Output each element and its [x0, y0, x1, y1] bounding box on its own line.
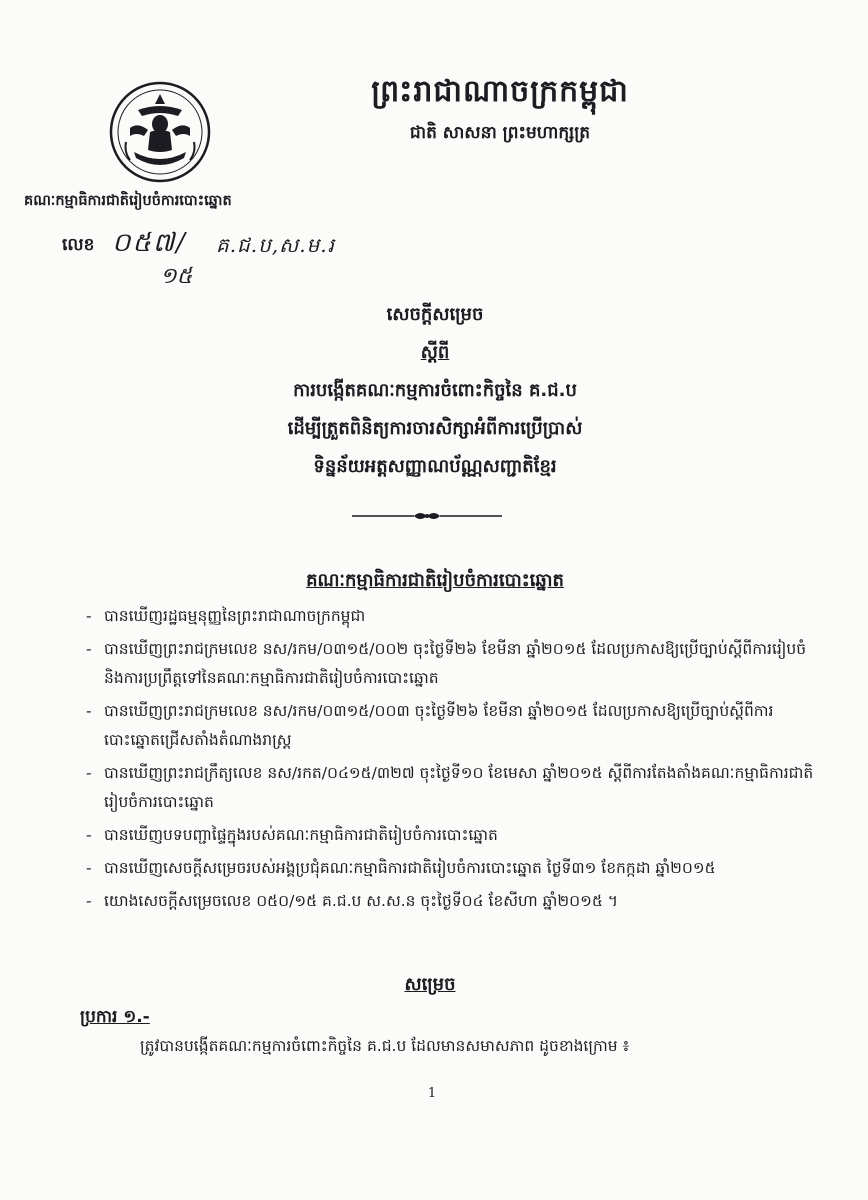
reference-year: ១៥: [160, 264, 193, 289]
list-item-text: បានឃើញព្រះរាជក្រមលេខ នស/រកម/០៣១៥/០០៣ ចុះថ្ងៃទី២៦ ខែមីនា ឆ្នាំ២០១៥ ដែលប្រកាសឱ្យប្រើច្បាប់ស្តីពីការបោះឆ្នោតជ្រើសតាំងតំណាងរាស្ត្រ: [104, 702, 774, 749]
section-heading: គណៈកម្មាធិការជាតិរៀបចំការបោះឆ្នោត: [306, 570, 564, 591]
list-item: [86, 854, 826, 883]
bullet-dash: -: [86, 702, 92, 720]
decision-heading: សម្រេច: [404, 974, 456, 995]
article-text: ត្រូវបានបង្កើតគណៈកម្មការចំពោះកិច្ចនៃ គ.ជ.ប ដែលមានសមាសភាព ដូចខាងក្រោម ៖: [140, 1037, 630, 1055]
list-item-text: បានឃើញសេចក្តីសម្រេចរបស់អង្គប្រជុំគណៈកម្មាធិការជាតិរៀបចំការបោះឆ្នោត ថ្ងៃទី៣១ ខែកក្កដា ឆ្នាំ២០១៥: [104, 859, 716, 877]
kingdom-title: ព្រះរាជាណាចក្រកម្ពុជា: [371, 74, 629, 109]
bullet-dash: -: [86, 826, 92, 844]
bullet-dash: -: [86, 607, 92, 625]
bullet-dash: -: [86, 892, 92, 910]
national-motto: ជាតិ សាសនា ព្រះមហាក្សត្រ: [409, 123, 591, 143]
title-line: ដើម្បីត្រួតពិនិត្យការចារសិក្សាអំពីការប្រើប្រាស់: [287, 418, 583, 439]
committee-emblem-icon: [108, 80, 212, 184]
list-item: [86, 821, 826, 850]
list-item: [86, 697, 826, 755]
title-line: ស្តីពី: [420, 342, 450, 363]
article-label: ប្រការ ១.-: [80, 1007, 150, 1027]
bullet-dash: -: [86, 859, 92, 877]
title-line: ការបង្កើតគណៈកម្មការចំពោះកិច្ចនៃ គ.ជ.ប: [293, 380, 577, 401]
considerations-list: [86, 602, 826, 920]
bullet-dash: -: [86, 640, 92, 658]
reference-organization: គ.ជ.ប,ស.ម.រ: [216, 233, 335, 257]
list-item: [86, 635, 826, 693]
list-item-text: បានឃើញព្រះរាជក្រមលេខ នស/រកម/០៣១៥/០០២ ចុះថ្ងៃទី២៦ ខែមីនា ឆ្នាំ២០១៥ ដែលប្រកាសឱ្យប្រើច្បាប់ស្តីពីការរៀបចំ និងការប្រព្រឹត្តទៅនៃគណៈកម្មាធិការជាតិរៀបចំការបោះឆ្នោត: [104, 640, 807, 687]
list-item: [86, 887, 826, 916]
reference-number: ០៥៧/: [112, 228, 187, 258]
page-number: 1: [427, 1086, 437, 1101]
issuing-committee: គណៈកម្មាធិការជាតិរៀបចំការបោះឆ្នោត: [24, 193, 232, 209]
list-item-text: បានឃើញព្រះរាជក្រឹត្យលេខ នស/រកត/០៤១៥/៣២៧ ចុះថ្ងៃទី១០ ខែមេសា ឆ្នាំ២០១៥ ស្តីពីការតែងតាំងគណៈកម្មាធិការជាតិរៀបចំការបោះឆ្នោត: [104, 764, 814, 811]
ornament-divider-icon: [352, 508, 502, 524]
list-item-text: យោងសេចក្តីសម្រេចលេខ ០៥០/១៥ គ.ជ.ប ស.ស.ន ចុះថ្ងៃទី០៤ ខែសីហា ឆ្នាំ២០១៥ ។: [104, 892, 618, 910]
reference-label: លេខ: [62, 235, 95, 255]
decision-title-block: [200, 300, 670, 490]
title-line: ទិន្នន័យអត្តសញ្ញាណប័ណ្ណសញ្ជាតិខ្មែរ: [313, 456, 557, 477]
list-item: [86, 759, 826, 817]
list-item-text: បានឃើញរដ្ឋធម្មនុញ្ញនៃព្រះរាជាណាចក្រកម្ពុជា: [104, 607, 366, 625]
list-item-text: បានឃើញបទបញ្ជាផ្ទៃក្នុងរបស់គណៈកម្មាធិការជាតិរៀបចំការបោះឆ្នោត: [104, 826, 498, 844]
list-item: [86, 602, 826, 631]
title-line: សេចក្តីសម្រេច: [386, 304, 484, 325]
bullet-dash: -: [86, 764, 92, 782]
